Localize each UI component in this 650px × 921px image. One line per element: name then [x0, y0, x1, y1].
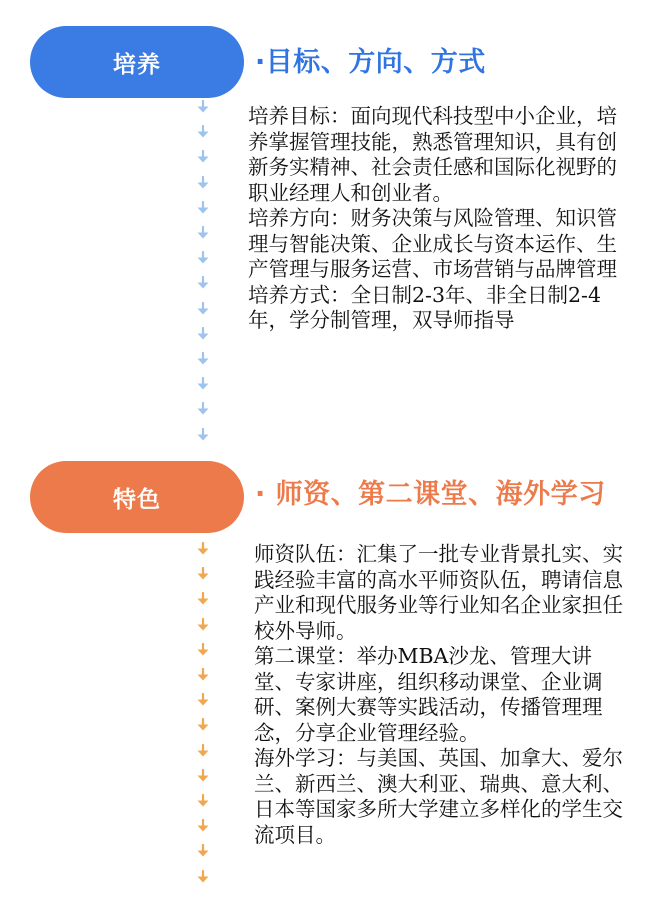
section-1-paragraph-direction: 培养方向：财务决策与风险管理、知识管理与智能决策、企业成长与资本运作、生产管理与服务运营、市场营销与品牌管理	[248, 206, 617, 281]
section-1-down-arrow-icon	[195, 251, 211, 265]
section-1-down-arrow-icon	[195, 226, 211, 240]
section-2-down-arrow-icon	[195, 794, 211, 808]
section-2-down-arrow-icon	[195, 592, 211, 606]
section-1-paragraph-goal: 培养目标：面向现代科技型中小企业，培养掌握管理技能，熟悉管理知识，具有创新务实精神、社会责任感和国际化视野的职业经理人和创业者。	[248, 104, 617, 205]
section-1-heading: ·目标、方向、方式	[255, 47, 486, 78]
section-1-down-arrow-icon	[195, 176, 211, 190]
section-1-down-arrow-icon	[195, 352, 211, 366]
section-1-down-arrow-icon	[195, 428, 211, 442]
section-1-pill	[30, 26, 244, 98]
section-1-down-arrow-icon	[195, 327, 211, 341]
section-2-down-arrow-icon	[195, 618, 211, 632]
section-2-down-arrow-icon	[195, 744, 211, 758]
section-2-down-arrow-icon	[195, 643, 211, 657]
section-2-down-arrow-icon	[195, 718, 211, 732]
section-2-pill	[30, 461, 244, 533]
section-2-paragraph-overseas: 海外学习：与美国、英国、加拿大、爱尔兰、新西兰、澳大利亚、瑞典、意大利、日本等国家多所大学建立多样化的学生交流项目。	[254, 746, 623, 847]
section-2-pill-label: 特色	[113, 486, 161, 513]
section-1-text	[248, 104, 618, 334]
section-1-paragraph-mode: 培养方式：全日制2-3年、非全日制2-4年，学分制管理，双导师指导	[248, 282, 602, 332]
section-1-down-arrow-icon	[195, 276, 211, 290]
section-2-down-arrow-icon	[195, 542, 211, 556]
section-1-down-arrow-icon	[195, 125, 211, 139]
section-2-down-arrow-icon	[195, 870, 211, 884]
section-2-paragraph-second-classroom: 第二课堂：举办MBA沙龙、管理大讲堂、专家讲座，组织移动课堂、企业调研、案例大赛等实践活动，传播管理理念，分享企业管理经验。	[254, 644, 603, 745]
section-1-pill-label: 培养	[113, 51, 161, 78]
section-2-down-arrow-icon	[195, 693, 211, 707]
section-2-down-arrow-icon	[195, 567, 211, 581]
section-1-down-arrow-icon	[195, 201, 211, 215]
section-1-down-arrow-icon	[195, 302, 211, 316]
section-1-down-arrow-icon	[195, 150, 211, 164]
section-1-down-arrow-icon	[195, 377, 211, 391]
section-1-down-arrow-icon	[195, 402, 211, 416]
section-2-text	[254, 542, 624, 848]
section-2-down-arrow-icon	[195, 844, 211, 858]
section-2-down-arrow-icon	[195, 668, 211, 682]
section-2-heading: · 师资、第二课堂、海外学习	[255, 479, 606, 510]
section-1-down-arrow-icon	[195, 100, 211, 114]
section-2-paragraph-faculty: 师资队伍：汇集了一批专业背景扎实、实践经验丰富的高水平师资队伍，聘请信息产业和现代服务业等行业知名企业家担任校外导师。	[254, 542, 623, 643]
section-2-down-arrow-icon	[195, 769, 211, 783]
section-2-down-arrow-icon	[195, 819, 211, 833]
